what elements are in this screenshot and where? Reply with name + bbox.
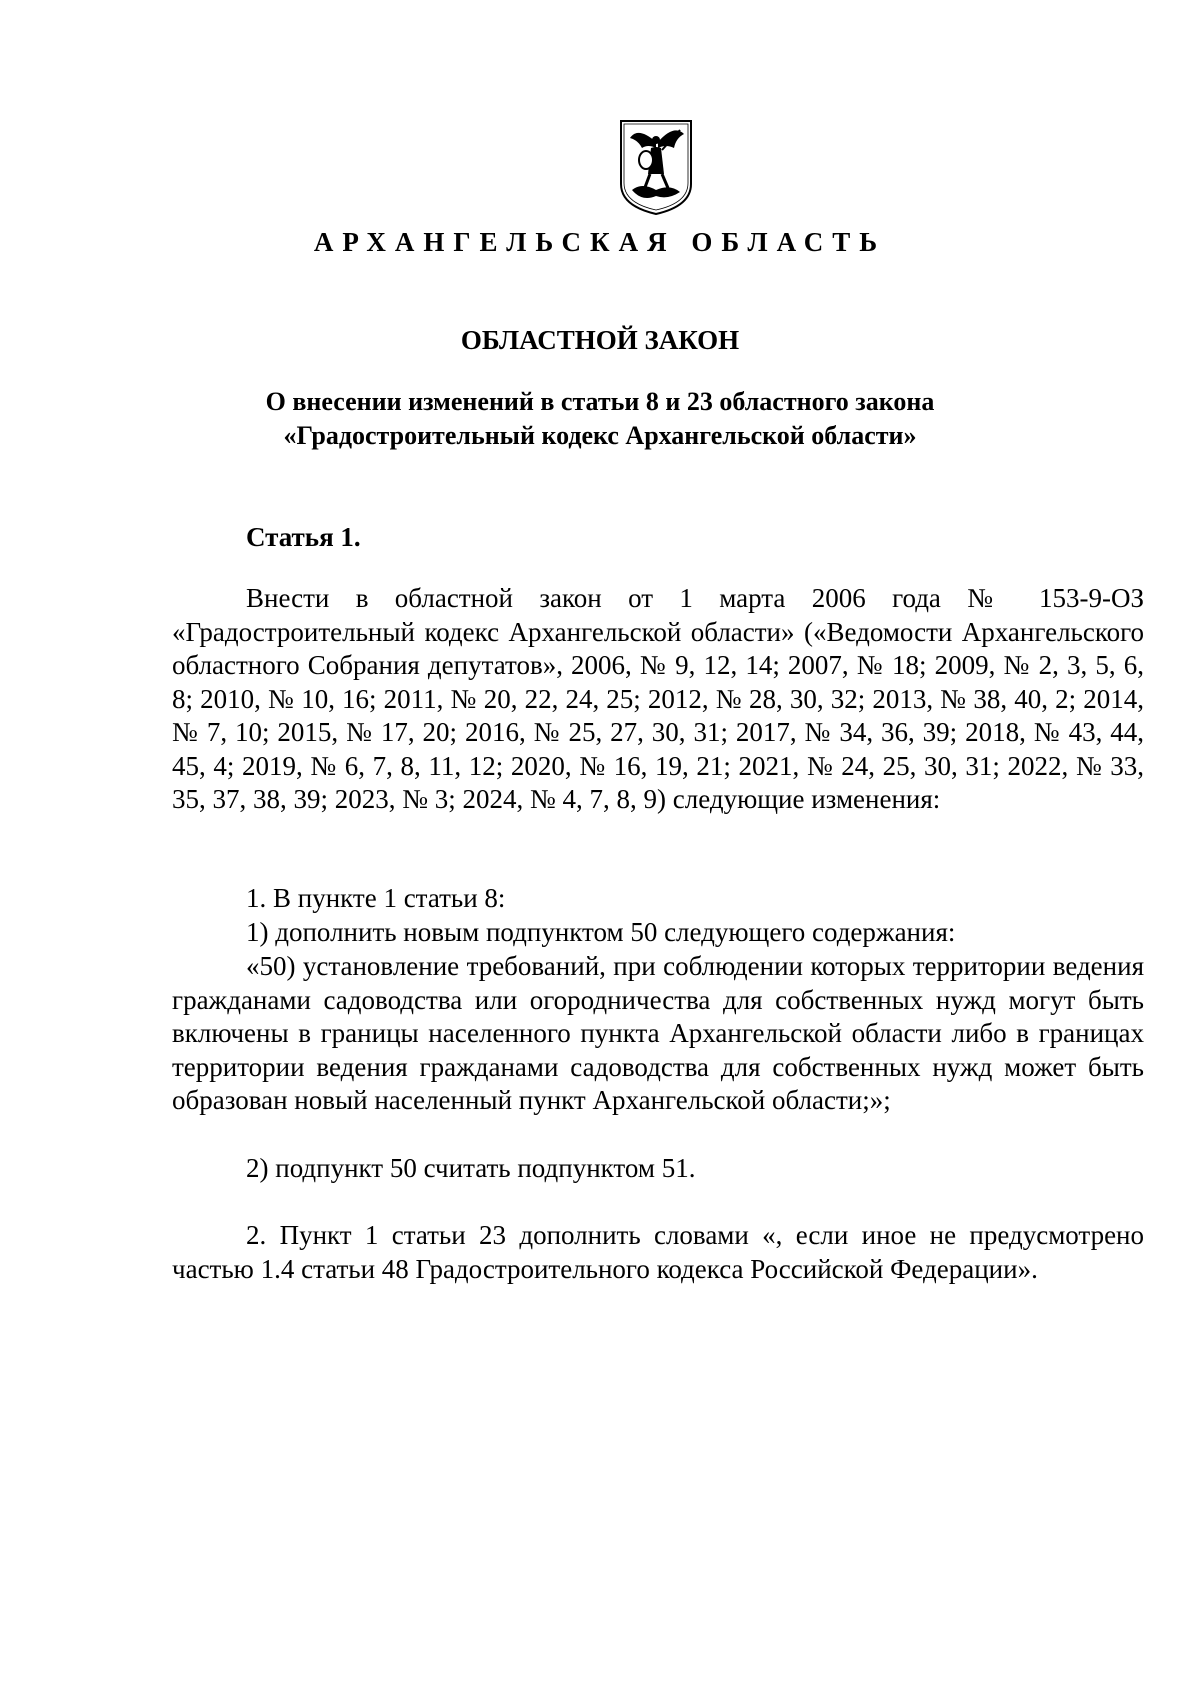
amendment-item-1: 1. В пункте 1 статьи 8: — [246, 883, 506, 913]
article-intro-paragraph: Внести в областной закон от 1 марта 2006 года № 153-9-ОЗ «Градостроительный кодекс Архангельской области» («Ведомости Архангельского областного Собрания депутатов», 2006, № 9, 12, 14; 2007, № 18; 2009, № 2, 3, 5, 6, 8; 2010, № 10, 16; 2011, № 20, 22, 24, 25; 2012, № 28, 30, 32; 2013, № 38, 40, 2; 2014, № 7, 10; 2015, № 17, 20; 2016, № 25, 27, 30, 31; 2017, № 34, 36, 39; 2018, № 43, 44, 45, 4; 2019, № 6, 7, 8, 11, 12; 2020, № 16, 19, 21; 2021, № 24, 25, 30, 31; 2022, № 33, 35, 37, 38, 39; 2023, № 3; 2024, № 4, 7, 8, 9) следующие изменения: — [172, 583, 1144, 814]
archangel-coat-of-arms-icon — [618, 118, 694, 216]
amendment-subitem-1: 1) дополнить новым подпунктом 50 следующего содержания: — [246, 917, 956, 947]
law-title: ОБЛАСТНОЙ ЗАКОН — [460, 325, 740, 355]
law-subtitle-line: О внесении изменений в статьи 8 и 23 областного закона — [265, 387, 935, 416]
amendment-quoted-text: «50) установление требований, при соблюдении которых территории ведения гражданами садоводства или огородничества для собственных нужд могут быть включены в границы населенного пункта Архангельской области либо в границах территории ведения гражданами садоводства для собственных нужд может быть образован новый населенный пункт Архангельской области;»; — [172, 951, 1144, 1115]
law-subtitle-line: «Градостроительный кодекс Архангельской области» — [283, 421, 917, 450]
region-name: АРХАНГЕЛЬСКАЯ ОБЛАСТЬ — [313, 227, 887, 257]
law-subtitle — [0, 385, 1200, 453]
amendment-subitem-2: 2) подпункт 50 считать подпунктом 51. — [246, 1153, 696, 1183]
article-heading: Статья 1. — [246, 522, 361, 552]
amendment-item-2: 2. Пункт 1 статьи 23 дополнить словами «, если иное не предусмотрено частью 1.4 статьи 48 Градостроительного кодекса Российской Федерации». — [172, 1220, 1144, 1284]
